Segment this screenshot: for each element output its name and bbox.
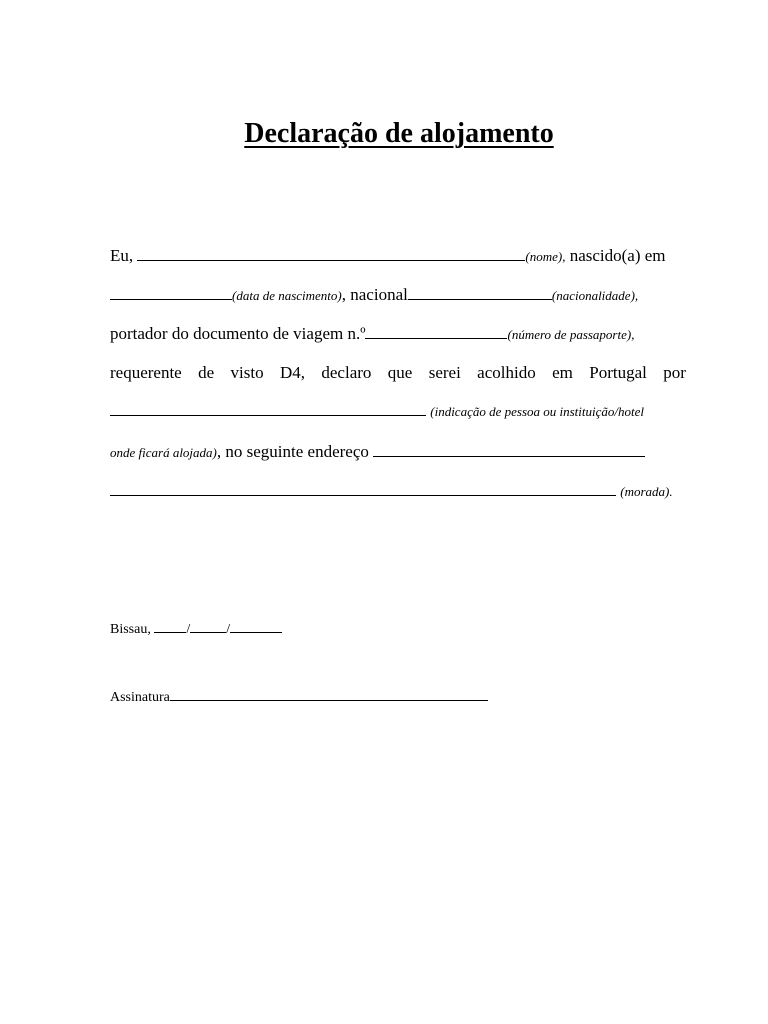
text-following-address: , no seguinte endereço xyxy=(216,442,374,461)
place-date-line xyxy=(110,620,282,639)
text-born: nascido(a) em xyxy=(565,246,666,265)
hint-name: (nome), xyxy=(525,249,566,264)
document-title: Declaração de alojamento xyxy=(244,118,554,149)
address-blank-2 xyxy=(110,481,616,496)
host-blank xyxy=(110,401,426,416)
text-national: , nacional xyxy=(341,285,408,304)
line4-word: Portugal xyxy=(589,363,647,382)
address-blank-1 xyxy=(373,442,645,457)
date-separator-2: / xyxy=(226,622,231,637)
line4-word: acolhido xyxy=(477,363,536,382)
hint-passport: (número de passaporte), xyxy=(507,327,635,342)
text-travel-document: portador do documento de viagem n.º xyxy=(110,324,366,343)
declaration-line-5 xyxy=(110,400,686,423)
declaration-line-1 xyxy=(110,245,686,268)
signature-line xyxy=(110,688,488,707)
name-blank xyxy=(137,246,525,261)
year-blank xyxy=(230,620,282,633)
hint-birthdate: (data de nascimento) xyxy=(232,288,342,303)
line4-word: requerente xyxy=(110,363,182,382)
month-blank xyxy=(190,620,226,633)
birthdate-blank xyxy=(110,285,232,300)
declaration-line-2 xyxy=(110,284,686,307)
hint-address: (morada). xyxy=(620,484,673,499)
line4-word: D4, xyxy=(279,363,305,382)
line4-word: declaro xyxy=(321,363,372,382)
passport-blank xyxy=(365,324,507,339)
line4-word: em xyxy=(552,363,573,382)
line4-word: por xyxy=(663,363,686,382)
declaration-line-6 xyxy=(110,441,686,464)
line4-word: serei xyxy=(428,363,461,382)
signature-blank xyxy=(170,688,488,701)
hint-host: (indicação de pessoa ou instituição/hotel xyxy=(430,404,644,419)
date-separator-1: / xyxy=(186,622,191,637)
line4-word: de xyxy=(198,363,215,382)
line4-word: que xyxy=(387,363,413,382)
declaration-line-3 xyxy=(110,323,686,346)
declaration-line-7 xyxy=(110,480,686,503)
hint-nationality: (nacionalidade), xyxy=(551,288,639,303)
day-blank xyxy=(154,620,186,633)
line4-word: visto xyxy=(230,363,264,382)
place-label: Bissau, xyxy=(110,622,155,637)
text-prefix-eu: Eu, xyxy=(110,246,138,265)
hint-host-continued: onde ficará alojada) xyxy=(110,445,217,460)
nationality-blank xyxy=(408,285,552,300)
declaration-line-4 xyxy=(110,362,686,384)
signature-label: Assinatura xyxy=(110,690,170,705)
